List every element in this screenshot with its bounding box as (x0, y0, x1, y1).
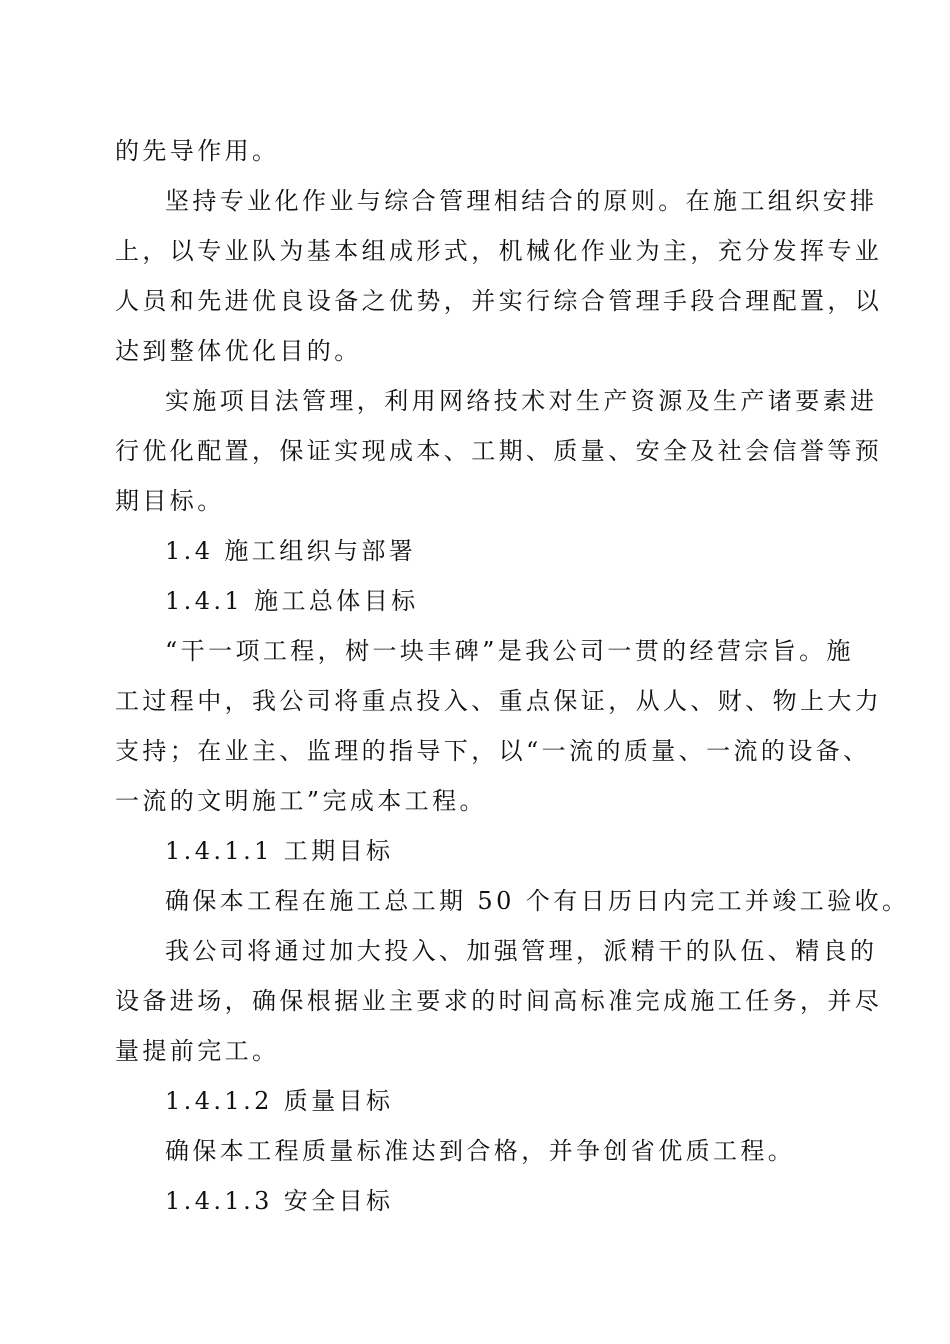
paragraph-line: 工过程中，我公司将重点投入、重点保证，从人、财、物上大力 (115, 687, 883, 715)
paragraph-line: 的先导作用。 (115, 137, 280, 165)
paragraph-line: 期目标。 (115, 487, 225, 515)
paragraph-line: 设备进场，确保根据业主要求的时间高标准完成施工任务，并尽 (115, 987, 883, 1015)
paragraph-line: 确保本工程在施工总工期 50 个有日历日内完工并竣工验收。 (165, 887, 910, 915)
section-heading-1-4-1-2: 1.4.1.2 质量目标 (165, 1087, 394, 1115)
section-heading-1-4-1: 1.4.1 施工总体目标 (165, 587, 419, 615)
section-heading-1-4-1-3: 1.4.1.3 安全目标 (165, 1187, 394, 1215)
paragraph-line: 人员和先进优良设备之优势，并实行综合管理手段合理配置，以 (115, 287, 883, 315)
paragraph-line: “干一项工程，树一块丰碑”是我公司一贯的经营宗旨。施 (165, 637, 854, 665)
paragraph-line: 坚持专业化作业与综合管理相结合的原则。在施工组织安排 (165, 187, 878, 215)
paragraph-line: 支持；在业主、监理的指导下，以“一流的质量、一流的设备、 (115, 737, 871, 765)
paragraph-line: 确保本工程质量标准达到合格，并争创省优质工程。 (165, 1137, 796, 1165)
paragraph-line: 上，以专业队为基本组成形式，机械化作业为主，充分发挥专业 (115, 237, 883, 265)
paragraph-line: 行优化配置，保证实现成本、工期、质量、安全及社会信誉等预 (115, 437, 883, 465)
paragraph-line: 量提前完工。 (115, 1037, 280, 1065)
section-heading-1-4-1-1: 1.4.1.1 工期目标 (165, 837, 394, 865)
document-body (115, 126, 910, 1226)
section-heading-1-4: 1.4 施工组织与部署 (165, 537, 417, 565)
paragraph-line: 一流的文明施工”完成本工程。 (115, 787, 487, 815)
paragraph-line: 我公司将通过加大投入、加强管理，派精干的队伍、精良的 (165, 937, 878, 965)
paragraph-line: 实施项目法管理，利用网络技术对生产资源及生产诸要素进 (165, 387, 878, 415)
paragraph-line: 达到整体优化目的。 (115, 337, 362, 365)
